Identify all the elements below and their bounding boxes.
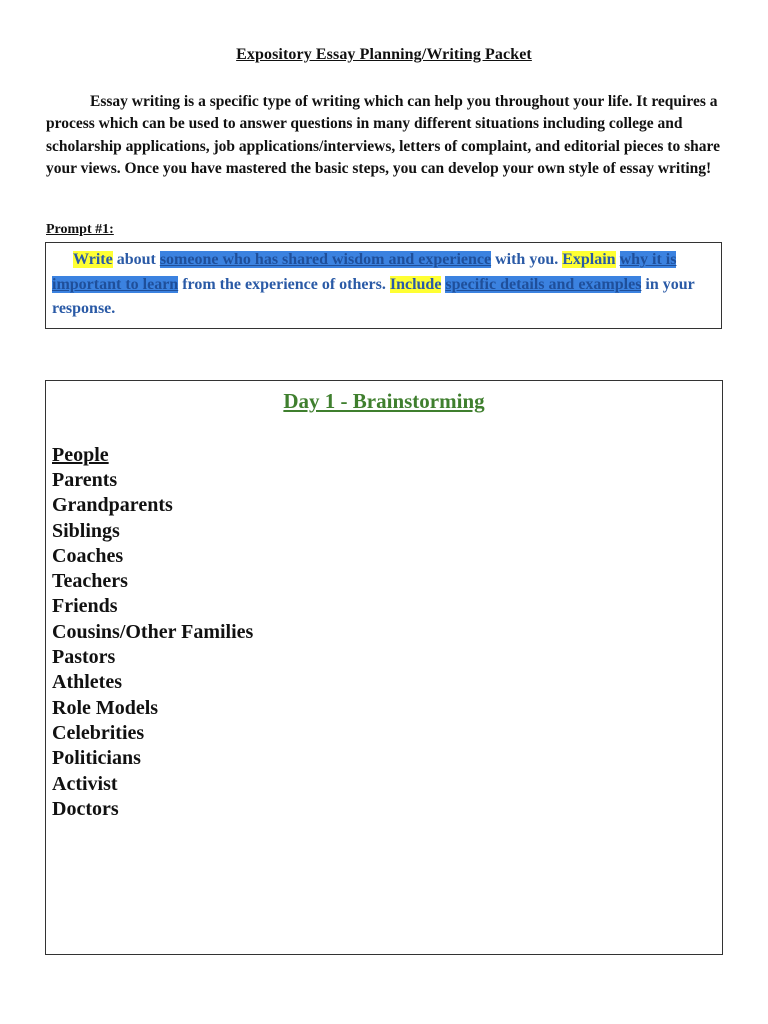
- list-item: Role Models: [52, 696, 159, 719]
- list-item: Politicians: [52, 747, 141, 770]
- document-title: Expository Essay Planning/Writing Packet: [236, 46, 532, 63]
- prompt-segment: with you.: [491, 251, 563, 268]
- prompt-segment: someone who has shared wisdom and experience: [159, 251, 492, 268]
- prompt-segment: Explain: [562, 251, 616, 268]
- prompt-segment: Include: [389, 275, 442, 293]
- prompt-segment: Write: [73, 251, 113, 268]
- list-item: Athletes: [52, 671, 122, 694]
- prompt-segment: [616, 251, 620, 268]
- brainstorm-title: Day 1 - Brainstorming: [283, 389, 485, 413]
- brainstorm-box: [45, 380, 723, 955]
- prompt-segment: from the experience of others.: [178, 275, 390, 293]
- list-item: Grandparents: [52, 494, 173, 517]
- prompt-box: [45, 242, 722, 329]
- list-item: Parents: [52, 469, 118, 491]
- intro-paragraph: Essay writing is a specific type of writing which can help you throughout your life. It requires a process which can be used to answer questions in many different situations including college and scholarship applications, job applications/interviews, letters of complaint, and editorial pieces to share your views. Once you have mastered the basic steps, you can develop your own style of essay writing!: [46, 93, 720, 177]
- prompt-segment: why it is important to learn: [52, 251, 677, 293]
- list-item: Pastors: [52, 646, 116, 669]
- list-item: Coaches: [52, 544, 124, 567]
- prompt-segment: specific details and examples: [445, 275, 642, 293]
- list-item: Activist: [52, 772, 118, 795]
- prompt-segment: about: [112, 251, 160, 268]
- list-item: Siblings: [52, 519, 120, 542]
- prompt-text: [52, 248, 715, 322]
- list-item: Cousins/Other Families: [52, 620, 254, 643]
- list-item: Doctors: [52, 797, 119, 820]
- people-list: [52, 468, 253, 822]
- prompt-segment: in your response.: [52, 275, 695, 317]
- list-item: Celebrities: [52, 721, 145, 744]
- prompt-label: Prompt #1:: [46, 222, 114, 237]
- people-heading: People: [52, 444, 109, 466]
- list-item: Friends: [52, 595, 118, 618]
- list-item: Teachers: [52, 570, 128, 593]
